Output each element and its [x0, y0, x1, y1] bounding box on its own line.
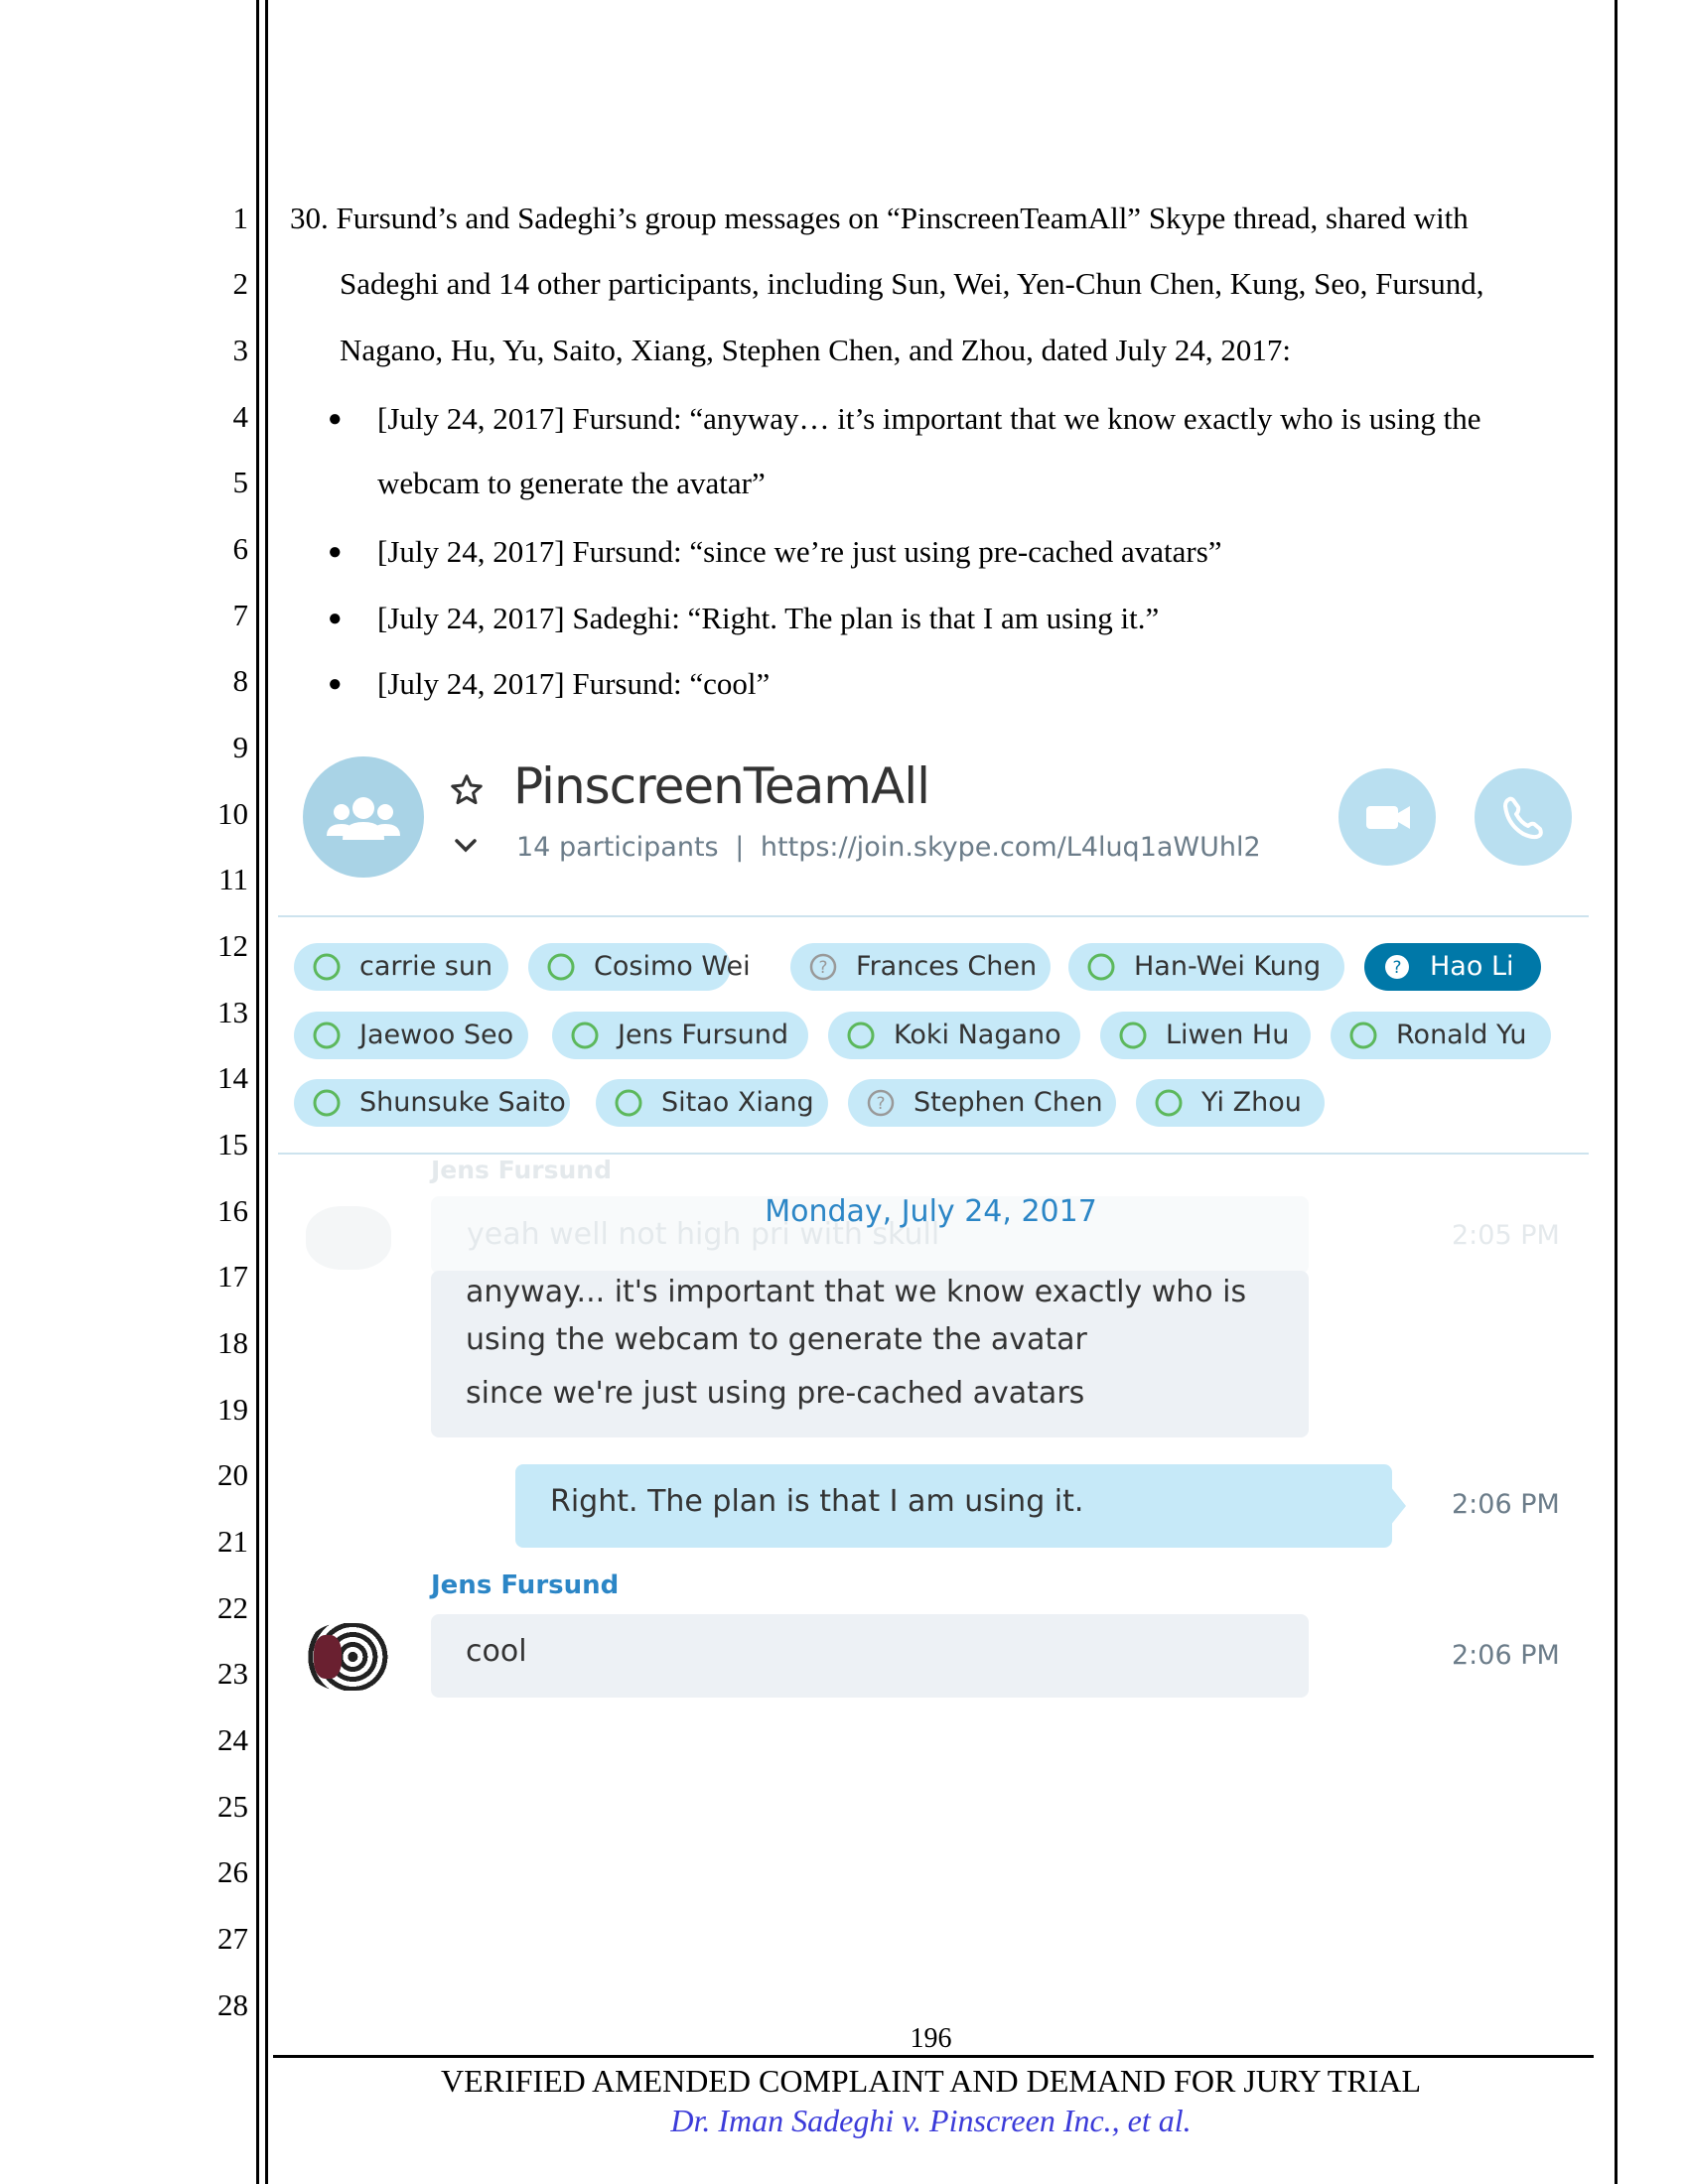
online-status-icon — [1348, 1021, 1378, 1050]
participant-chip[interactable] — [1331, 1012, 1551, 1059]
participant-name: Liwen Hu — [1166, 1020, 1290, 1050]
participants-divider — [278, 1153, 1589, 1155]
online-status-icon — [312, 1021, 342, 1050]
line-number: 25 — [217, 1789, 248, 1824]
line-number: 12 — [217, 928, 248, 963]
footer-title: VERIFIED AMENDED COMPLAINT AND DEMAND FOR JURY TRIAL — [440, 2063, 1421, 2099]
participant-name: Cosimo Wei — [594, 951, 751, 982]
online-status-icon — [1154, 1088, 1184, 1118]
line-number: 15 — [217, 1127, 248, 1161]
participant-name: Ronald Yu — [1396, 1020, 1527, 1050]
message-time: 2:06 PM — [1452, 1489, 1560, 1520]
left-margin-rule-inner — [265, 0, 268, 2184]
line-number: 19 — [217, 1392, 248, 1427]
date-divider: Monday, July 24, 2017 — [765, 1194, 1097, 1229]
bubble-tail — [1390, 1486, 1408, 1526]
line-number: 20 — [217, 1457, 248, 1492]
line-number: 26 — [217, 1854, 248, 1889]
online-status-icon — [614, 1088, 643, 1118]
line-number: 28 — [217, 1987, 248, 2022]
participant-name: Shunsuke Saito — [359, 1087, 566, 1118]
line-number: 22 — [217, 1590, 248, 1625]
line-number: 5 — [232, 465, 248, 499]
line-number: 17 — [217, 1259, 248, 1294]
participant-name: Jaewoo Seo — [359, 1020, 514, 1050]
online-status-icon — [570, 1021, 600, 1050]
message-text: cool — [466, 1634, 527, 1669]
online-status-icon — [1086, 952, 1116, 982]
message-text: anyway... it's important that we know exactly who is — [466, 1275, 1247, 1309]
video-call-button[interactable] — [1338, 768, 1436, 866]
line-number: 1 — [232, 201, 248, 235]
paragraph-line: 30. Fursund’s and Sadeghi’s group messages on “PinscreenTeamAll” Skype thread, shared with — [290, 201, 1469, 235]
bullet-icon: ● — [328, 606, 343, 631]
participant-chip[interactable] — [1136, 1079, 1325, 1127]
video-camera-icon — [1338, 768, 1436, 866]
message-text: using the webcam to generate the avatar — [466, 1322, 1087, 1357]
audio-call-button[interactable] — [1475, 768, 1572, 866]
participant-chip[interactable] — [294, 1079, 570, 1127]
footer-case-caption: Dr. Iman Sadeghi v. Pinscreen Inc., et al. — [670, 2103, 1192, 2138]
line-number: 6 — [232, 531, 248, 566]
bullet-icon: ● — [328, 406, 343, 432]
subtitle-separator: | — [735, 832, 745, 863]
participant-chip[interactable] — [552, 1012, 808, 1059]
chevron-down-icon[interactable] — [453, 836, 479, 856]
line-number: 24 — [217, 1722, 248, 1757]
participant-chip[interactable] — [1068, 943, 1344, 991]
line-number: 4 — [232, 399, 248, 434]
participant-name: Koki Nagano — [894, 1020, 1061, 1050]
paragraph-line: Nagano, Hu, Yu, Saito, Xiang, Stephen Chen, and Zhou, dated July 24, 2017: — [340, 333, 1292, 367]
participant-name: Frances Chen — [856, 951, 1038, 982]
participant-name: Hao Li — [1430, 951, 1514, 982]
faded-sender-name: Jens Fursund — [431, 1156, 612, 1184]
participant-chip[interactable] — [294, 943, 508, 991]
message-text: Right. The plan is that I am using it. — [550, 1484, 1084, 1519]
participant-chip-selected[interactable] — [1364, 943, 1541, 991]
bullet-text: [July 24, 2017] Fursund: “anyway… it’s important that we know exactly who is using the — [377, 401, 1481, 436]
conversation-subtitle — [516, 832, 1261, 863]
bullet-text: [July 24, 2017] Fursund: “since we’re just using pre-cached avatars” — [377, 534, 1222, 569]
message-time: 2:06 PM — [1452, 1640, 1560, 1671]
footer-rule — [273, 2055, 1594, 2058]
participant-name: carrie sun — [359, 951, 493, 982]
paragraph-line: Sadeghi and 14 other participants, including Sun, Wei, Yen-Chun Chen, Kung, Seo, Fursund, — [340, 266, 1484, 301]
online-status-icon — [312, 952, 342, 982]
line-number: 27 — [217, 1921, 248, 1956]
participant-chip[interactable] — [848, 1079, 1116, 1127]
participant-name: Han-Wei Kung — [1134, 951, 1322, 982]
page-number: 196 — [910, 2023, 952, 2054]
right-margin-rule — [1615, 0, 1618, 2184]
line-number: 7 — [232, 598, 248, 632]
participant-name: Yi Zhou — [1201, 1087, 1302, 1118]
message-text: since we're just using pre-cached avatars — [466, 1376, 1085, 1411]
line-number: 9 — [232, 730, 248, 764]
participant-chip[interactable] — [790, 943, 1051, 991]
line-number: 8 — [232, 663, 248, 698]
group-icon — [303, 756, 424, 878]
online-status-icon — [312, 1088, 342, 1118]
message-bubble[interactable] — [431, 1271, 1309, 1437]
unknown-status-icon — [866, 1088, 896, 1118]
online-status-icon — [1118, 1021, 1148, 1050]
header-divider — [278, 915, 1589, 917]
faded-message: yeah well not high pri with skull — [467, 1217, 940, 1252]
unknown-status-icon — [1382, 952, 1412, 982]
line-number: 13 — [217, 995, 248, 1029]
bullet-text: [July 24, 2017] Fursund: “cool” — [377, 666, 771, 701]
phone-icon — [1475, 768, 1572, 866]
line-number: 3 — [232, 333, 248, 367]
faded-time: 2:05 PM — [1452, 1220, 1560, 1251]
line-number: 16 — [217, 1193, 248, 1228]
svg-text:?: ? — [1392, 958, 1402, 978]
line-number: 10 — [217, 796, 248, 831]
participant-chip[interactable] — [528, 943, 751, 991]
join-link[interactable]: https://join.skype.com/L4luq1aWUhl2 — [760, 832, 1261, 863]
unknown-status-icon — [808, 952, 838, 982]
participant-chip[interactable] — [1100, 1012, 1311, 1059]
line-number: 18 — [217, 1325, 248, 1360]
line-number: 2 — [232, 266, 248, 301]
line-number: 14 — [217, 1060, 248, 1095]
line-number: 11 — [218, 862, 248, 896]
participant-name: Jens Fursund — [618, 1020, 789, 1050]
svg-text:?: ? — [818, 958, 828, 978]
message-bubble[interactable] — [431, 1614, 1309, 1698]
online-status-icon — [846, 1021, 876, 1050]
sender-name[interactable]: Jens Fursund — [431, 1570, 620, 1600]
bullet-text: [July 24, 2017] Sadeghi: “Right. The plan is that I am using it.” — [377, 601, 1160, 635]
outgoing-message-bubble[interactable] — [515, 1464, 1392, 1548]
bullet-icon: ● — [328, 671, 343, 697]
bullet-icon: ● — [328, 539, 343, 565]
participant-name: Sitao Xiang — [661, 1087, 814, 1118]
group-avatar[interactable] — [303, 756, 424, 878]
line-number: 23 — [217, 1656, 248, 1691]
participant-chip[interactable] — [294, 1012, 528, 1059]
participants-count[interactable]: 14 participants — [516, 832, 719, 863]
line-number: 21 — [217, 1524, 248, 1559]
user-avatar[interactable] — [306, 1623, 391, 1691]
participant-name: Stephen Chen — [914, 1087, 1103, 1118]
left-margin-rule — [256, 0, 259, 2184]
star-outline-icon[interactable] — [449, 772, 485, 808]
participant-chip[interactable] — [596, 1079, 828, 1127]
online-status-icon — [546, 952, 576, 982]
conversation-title: PinscreenTeamAll — [513, 757, 929, 815]
svg-text:?: ? — [876, 1094, 886, 1114]
bullet-text: webcam to generate the avatar” — [377, 466, 766, 500]
participant-chip[interactable] — [828, 1012, 1080, 1059]
